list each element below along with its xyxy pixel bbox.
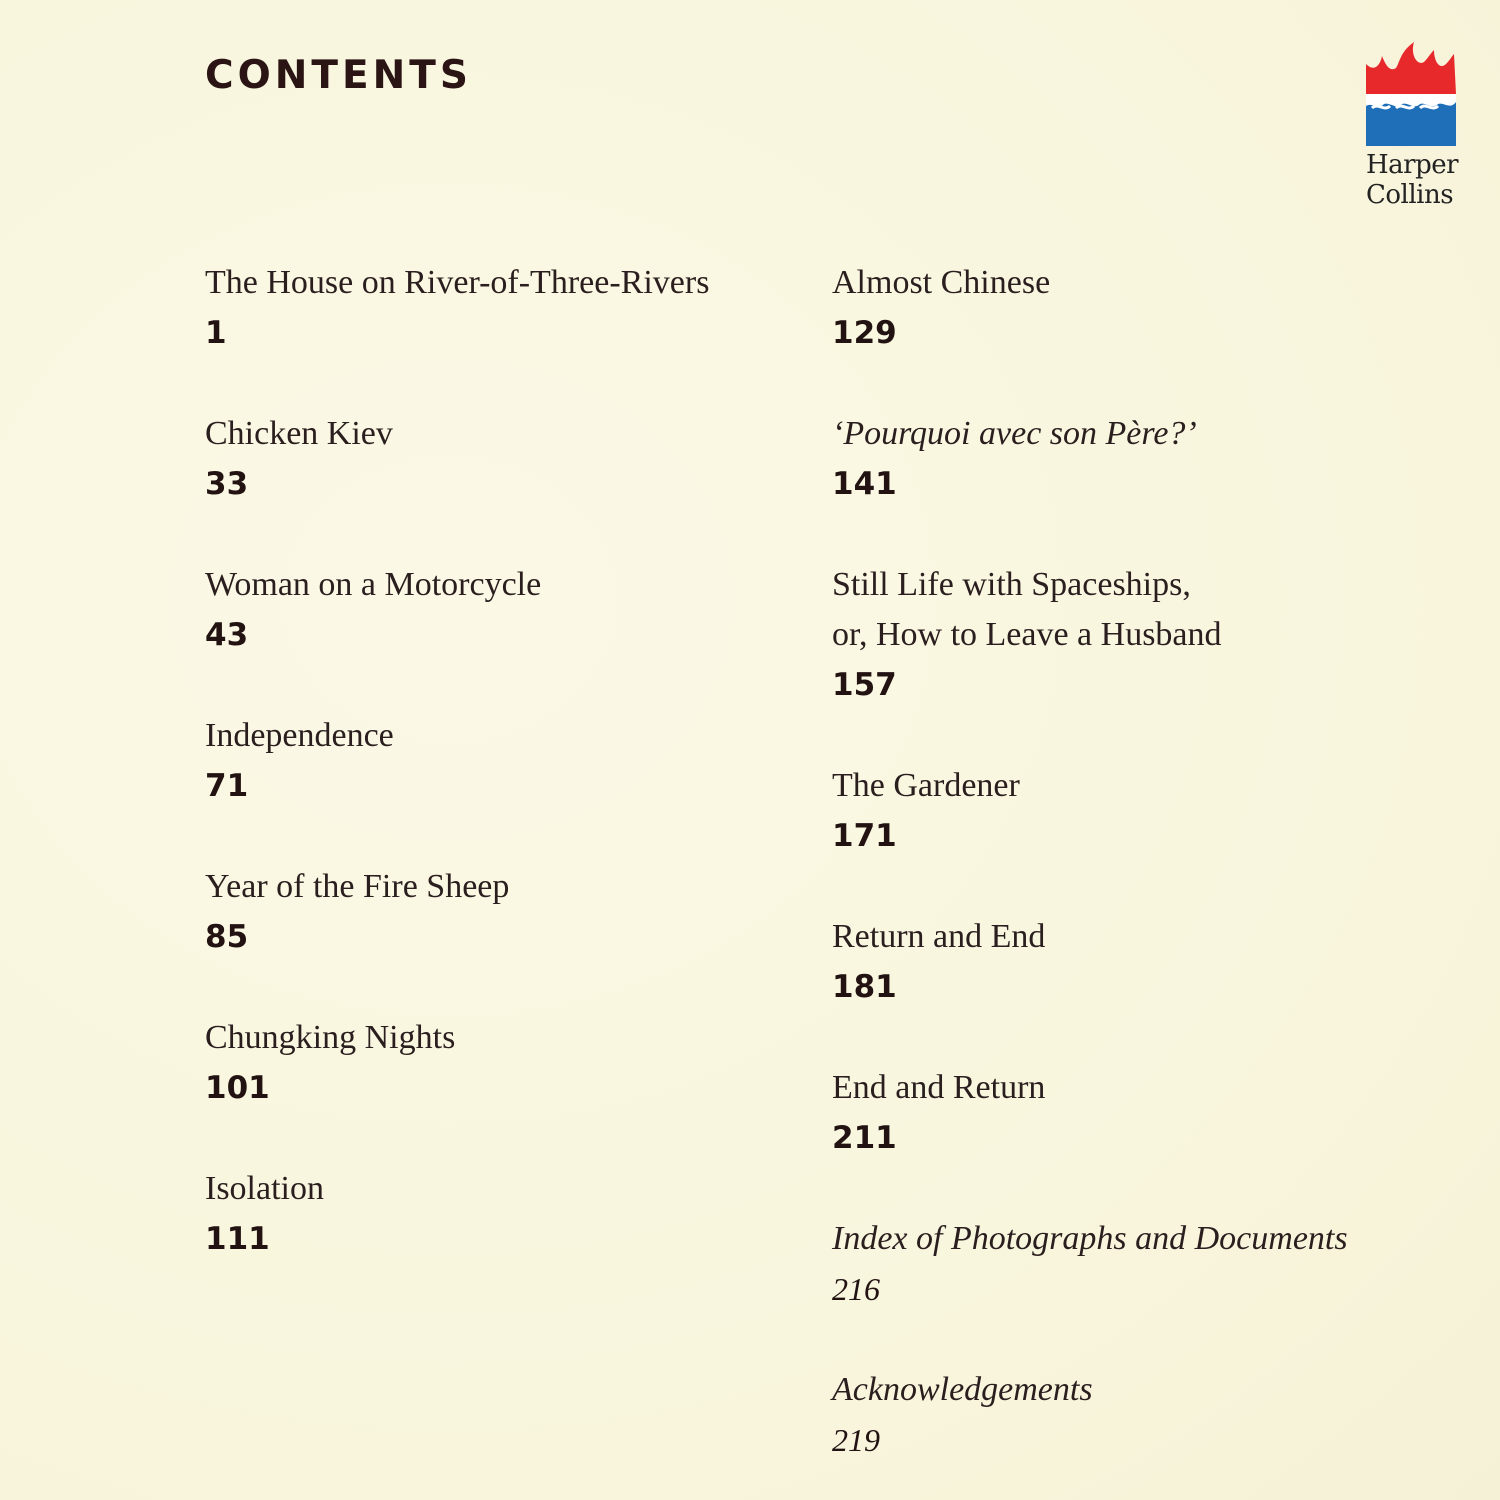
toc-entry[interactable] [205, 409, 825, 509]
toc-entry[interactable] [205, 1164, 825, 1264]
toc-entry-title: Independence [205, 717, 394, 754]
harpercollins-flame-icon [1366, 42, 1456, 146]
toc-entry[interactable] [205, 1013, 825, 1113]
toc-entry-page: 171 [832, 818, 897, 854]
publisher-logo [1366, 42, 1459, 210]
contents-left-column [205, 258, 825, 1264]
toc-entry[interactable] [832, 560, 1452, 710]
toc-entry[interactable] [205, 862, 825, 962]
toc-entry-page: 111 [205, 1221, 270, 1257]
toc-entry-title: Woman on a Motorcycle [205, 566, 542, 603]
toc-entry-title: Almost Chinese [832, 264, 1051, 301]
toc-entry-page: 181 [832, 969, 897, 1005]
toc-entry[interactable] [832, 761, 1452, 861]
toc-entry-page: 141 [832, 466, 897, 502]
toc-entry-page: 129 [832, 315, 897, 351]
toc-entry[interactable] [205, 560, 825, 660]
toc-entry-title: Chicken Kiev [205, 415, 393, 452]
toc-entry-page: 85 [205, 919, 249, 955]
logo-text-line-1: Harper [1366, 150, 1459, 180]
toc-entry-title: Chungking Nights [205, 1019, 456, 1056]
logo-text-line-2: Collins [1366, 180, 1454, 210]
toc-entry-page: 216 [832, 1271, 880, 1307]
toc-entry[interactable] [832, 1214, 1452, 1314]
toc-entry[interactable] [205, 258, 825, 358]
toc-entry[interactable] [832, 912, 1452, 1012]
toc-entry-page: 157 [832, 667, 897, 703]
toc-entry-title: End and Return [832, 1069, 1046, 1106]
toc-entry-page: 33 [205, 466, 249, 502]
toc-entry-page: 43 [205, 617, 249, 653]
toc-entry-title-line-1: Still Life with Spaceships, [832, 566, 1191, 603]
toc-entry-title: Acknowledgements [832, 1371, 1093, 1408]
toc-entry[interactable] [832, 1063, 1452, 1163]
toc-entry-page: 71 [205, 768, 249, 804]
toc-entry[interactable] [832, 258, 1452, 358]
toc-entry-title: The House on River-of-Three-Rivers [205, 264, 710, 301]
toc-entry-page: 101 [205, 1070, 270, 1106]
page-title: CONTENTS [205, 53, 472, 98]
toc-entry-title: Return and End [832, 918, 1046, 955]
toc-entry-title: ‘Pourquoi avec son Père?’ [832, 415, 1197, 452]
toc-entry[interactable] [832, 409, 1452, 509]
toc-entry[interactable] [205, 711, 825, 811]
toc-entry-page: 219 [832, 1422, 880, 1458]
toc-entry-title: The Gardener [832, 767, 1020, 804]
toc-entry-title: Isolation [205, 1170, 324, 1207]
toc-entry-title: Index of Photographs and Documents [832, 1220, 1348, 1257]
toc-entry-page: 211 [832, 1120, 897, 1156]
toc-entry-title: Year of the Fire Sheep [205, 868, 510, 905]
toc-entry-page: 1 [205, 315, 227, 351]
toc-entry-title-line-2: or, How to Leave a Husband [832, 616, 1222, 653]
toc-entry[interactable] [832, 1365, 1452, 1465]
contents-right-column [832, 258, 1452, 1465]
